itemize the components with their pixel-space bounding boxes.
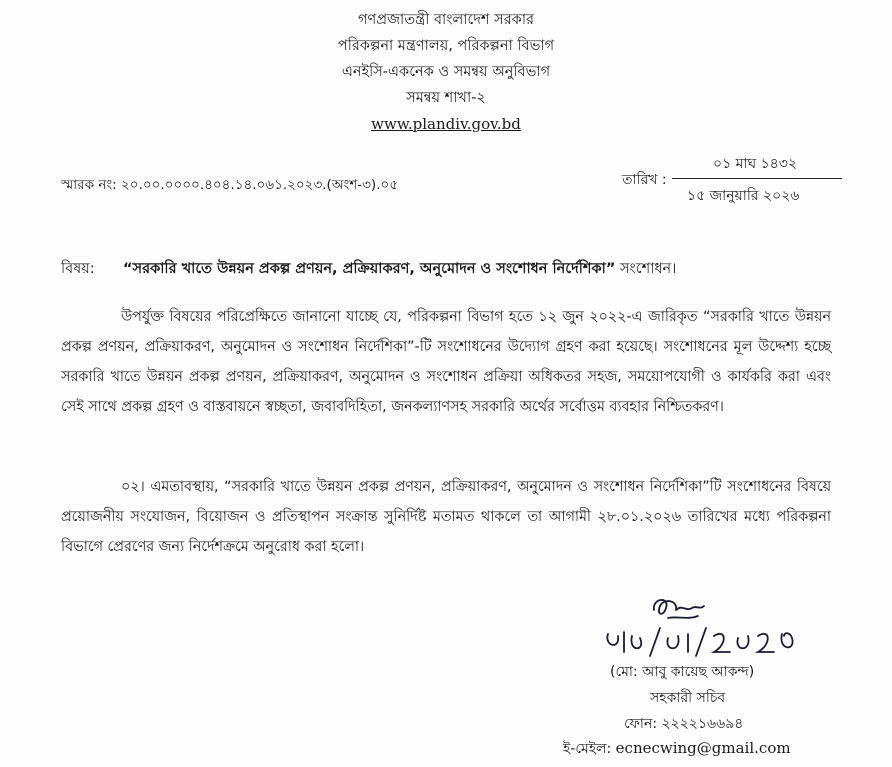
signatory-designation: সহকারী সচিব [650, 690, 726, 706]
signature-mark [648, 594, 710, 624]
letterhead-ministry: পরিকল্পনা মন্ত্রণালয়, পরিকল্পনা বিভাগ [337, 38, 555, 54]
body-paragraph-2-text: ০২। এমতাবস্থায়, “সরকারি খাতে উন্নয়ন প্রকল্প প্রণয়ন, প্রক্রিয়াকরণ, অনুমোদন ও সংশোধন নির্দেশিকা”টি সংশোধনের বিষয়ে প্রয়োজনীয় সংযোজন, বিয়োজন ও প্রতিস্থাপন সংক্রান্ত সুনির্দিষ্ট মতামত থাকলে তা আগামী ২৮.০১.২০২৬ তারিখের মধ্যে পরিকল্পনা বিভাগে প্রেরণের জন্য নির্দেশক্রমে অনুরোধ করা হলো। [61, 479, 831, 555]
handwritten-date [602, 624, 802, 658]
signatory-email-line [563, 737, 791, 761]
letterhead-website-link[interactable]: www.plandiv.gov.bd [371, 115, 521, 133]
memo-reference: স্মারক নং: ২০.০০.০০০০.৪০৪.১৪.০৬১.২০২৩.(অংশ-৩).০৫ [61, 177, 399, 193]
date-bangla: ০১ মাঘ ১৪৩২ [713, 156, 797, 172]
subject-title: “সরকারি খাতে উন্নয়ন প্রকল্প প্রণয়ন, প্রক্রিয়াকরণ, অনুমোদন ও সংশোধন নির্দেশিকা” [123, 261, 616, 277]
body-paragraph-1-text: উপর্যুক্ত বিষয়ের পরিপ্রেক্ষিতে জানানো যাচ্ছে যে, পরিকল্পনা বিভাগ হতে ১২ জুন ২০২২-এ জারিকৃত “সরকারি খাতে উন্নয়ন প্রকল্প প্রণয়ন, প্রক্রিয়াকরণ, অনুমোদন ও সংশোধন নির্দেশিকা”-টি সংশোধনের উদ্যোগ গ্রহণ করা হয়েছে। সংশোধনের মূল উদ্দেশ্য হচ্ছে সরকারি খাতে উন্নয়ন প্রকল্প প্রণয়ন, প্রক্রিয়াকরণ, অনুমোদন ও সংশোধন প্রক্রিয়া অধিকতর সহজ, সময়োপযোগী ও কার্যকরি করা এবং সেই সাথে প্রকল্প গ্রহণ ও বাস্তবায়নে স্বচ্ছতা, জবাবদিহিতা, জনকল্যাণসহ সরকারি অর্থের সর্বোত্তম ব্যবহার নিশ্চিতকরণ। [61, 309, 831, 415]
date-divider [672, 178, 842, 179]
letterhead-wing: এনইসি-একনেক ও সমন্বয় অনুবিভাগ [341, 64, 551, 80]
letterhead-government: গণপ্রজাতন্ত্রী বাংলাদেশ সরকার [357, 12, 534, 28]
email-label: ই-মেইল: [563, 741, 612, 757]
signatory-phone: ফোন: ২২২২১৬৬৯৪ [624, 716, 744, 732]
email-link[interactable]: ecnecwing@gmail.com [615, 739, 791, 757]
body-paragraph-1 [61, 302, 831, 422]
body-paragraph-2 [61, 472, 831, 562]
letterhead-section: সমন্বয় শাখা-২ [406, 90, 486, 106]
subject-label: বিষয়: [61, 261, 95, 277]
subject-suffix: সংশোধন। [615, 261, 677, 277]
date-label: তারিখ : [622, 172, 667, 188]
signatory-name: (মো: আবু কায়েছ আকন্দ) [610, 664, 755, 680]
subject-line [61, 258, 676, 282]
date-gregorian: ১৫ জানুয়ারি ২০২৬ [687, 188, 800, 204]
